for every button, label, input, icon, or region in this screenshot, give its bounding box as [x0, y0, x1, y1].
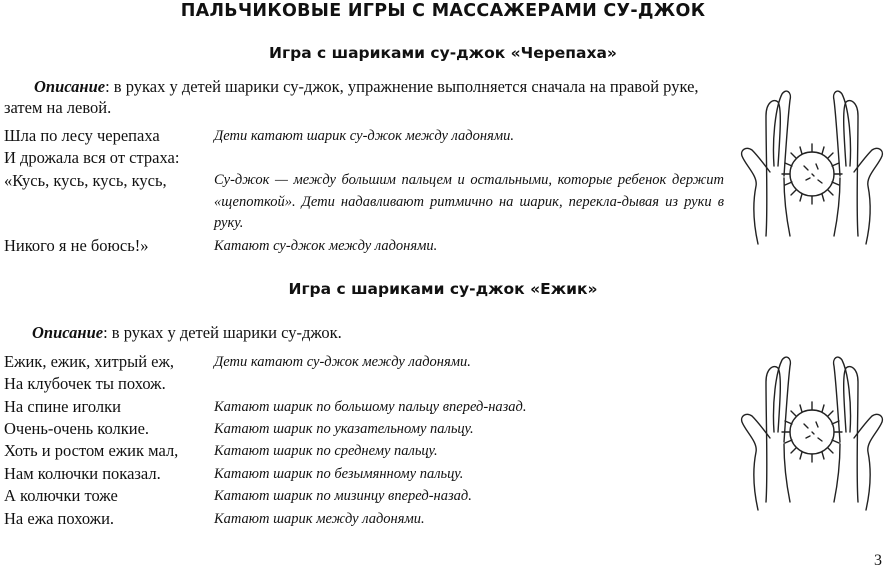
- game2-action-1: Дети катают су-джок между ладонями.: [214, 354, 471, 370]
- right-hand: [834, 91, 883, 244]
- game2-desc-text: : в руках у детей шарики су-джок.: [103, 323, 342, 342]
- game2-verse-2: На клубочек ты похож.: [4, 374, 166, 393]
- page-number: 3: [874, 552, 882, 569]
- game2-verse-8: На ежа похожи.: [4, 509, 115, 528]
- game1-desc-label: Описание: [34, 77, 106, 96]
- game2-verse-1: Ежик, ежик, хитрый еж,: [4, 352, 175, 371]
- game2-action-7: Катают шарик по мизинцу вперед-назад.: [214, 488, 472, 504]
- game2-action-4: Катают шарик по указательному пальцу.: [214, 421, 474, 437]
- left-hand: [742, 357, 791, 510]
- hands-with-massage-ball-icon: [738, 352, 886, 512]
- game1-action-3: Су-джок — между большим пальцем и остальными, которые ребенок держит «щепоткой». Дети надавливают ритмично на шарик, перекла-дывая из руки в руку.: [214, 172, 724, 231]
- hands-with-massage-ball-icon: [738, 86, 886, 246]
- game1-description: [4, 76, 730, 118]
- game2-verse-5: Хоть и ростом ежик мал,: [4, 441, 179, 460]
- game2-title: Игра с шариками су-джок «Ежик»: [288, 280, 598, 298]
- game2-action-6: Катают шарик по безымянному пальцу.: [214, 466, 464, 482]
- game2-verse-7: А колючки тоже: [4, 486, 118, 505]
- game1-verse-3: «Кусь, кусь, кусь, кусь,: [4, 171, 167, 190]
- game2-verse-3: На спине иголки: [4, 397, 121, 416]
- massage-ball: [782, 402, 842, 462]
- game2-verse-6: Нам колючки показал.: [4, 464, 161, 483]
- game1-action-1: Дети катают шарик су-джок между ладонями.: [214, 128, 514, 144]
- massage-ball: [782, 144, 842, 204]
- game2-action-5: Катают шарик по среднему пальцу.: [214, 443, 438, 459]
- left-hand: [742, 91, 791, 244]
- game1-action-4: Катают су-джок между ладонями.: [214, 238, 438, 254]
- game1-desc-text: : в руках у детей шарики су-джок, упражнение выполняется сначала на правой руке, затем на левой.: [4, 77, 699, 117]
- page-title: ПАЛЬЧИКОВЫЕ ИГРЫ С МАССАЖЕРАМИ СУ-ДЖОК: [180, 1, 706, 21]
- game2-description: [4, 322, 730, 343]
- game1-verse-4: Никого я не боюсь!»: [4, 236, 149, 255]
- game1-verse-1: Шла по лесу черепаха: [4, 126, 160, 145]
- game2-action-8: Катают шарик между ладонями.: [214, 511, 425, 527]
- game1-verse-2: И дрожала вся от страха:: [4, 148, 180, 167]
- game2-action-3: Катают шарик по большому пальцу вперед-назад.: [214, 399, 527, 415]
- game2-verse-4: Очень-очень колкие.: [4, 419, 150, 438]
- game2-desc-label: Описание: [32, 323, 104, 342]
- right-hand: [834, 357, 883, 510]
- game1-title: Игра с шариками су-джок «Черепаха»: [269, 44, 617, 62]
